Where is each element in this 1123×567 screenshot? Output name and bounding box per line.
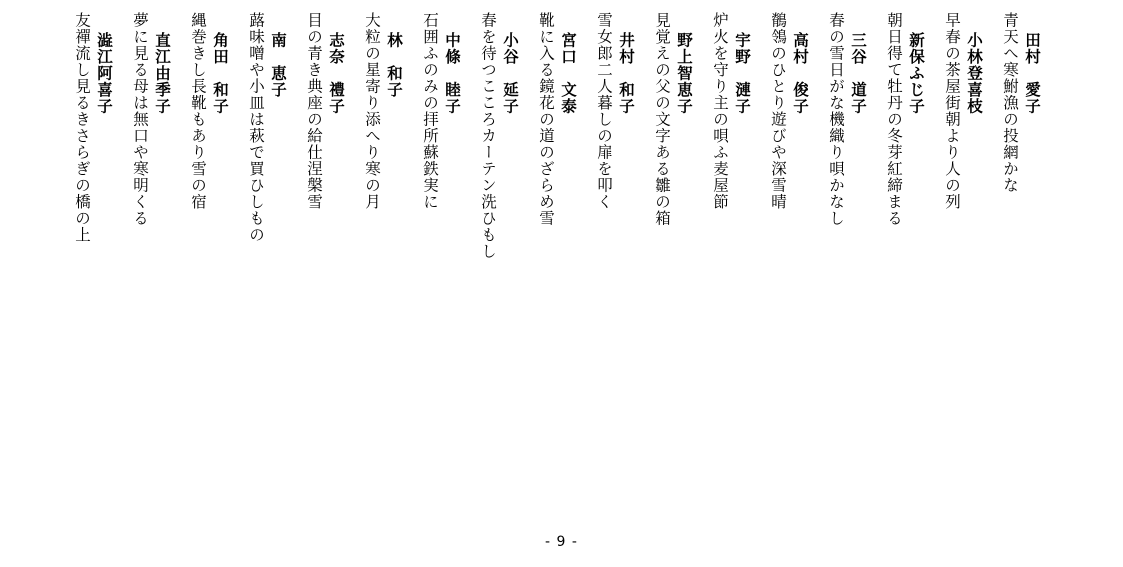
author-name: 井村 和子 [617, 32, 636, 115]
haiku-text: 朝日得て牡丹の冬芽紅締まる [885, 12, 903, 227]
haiku-entry [825, 12, 869, 227]
page-number: - 9 - [545, 534, 578, 550]
haiku-entry [245, 12, 289, 243]
haiku-entry [71, 12, 115, 243]
author-name: 宮口 文泰 [559, 32, 578, 115]
author-name: 志奈 禮子 [327, 32, 346, 115]
haiku-text: 雪女郎二人暮しの扉を叩く [595, 12, 613, 210]
haiku-text: 夢に見る母は無口や寒明くる [131, 12, 149, 227]
author-name: 小林登喜枝 [965, 32, 984, 115]
haiku-text: 縄巻きし長靴もあり雪の宿 [189, 12, 207, 210]
haiku-text: 見覚えの父の文字ある雛の箱 [653, 12, 671, 227]
author-name: 新保ふじ子 [907, 32, 926, 115]
haiku-entry [477, 12, 521, 260]
haiku-entry [361, 12, 405, 210]
haiku-entry [651, 12, 695, 227]
author-name: 野上智恵子 [675, 32, 694, 115]
haiku-entry [593, 12, 637, 210]
haiku-text: 鶺鴒のひとり遊びや深雪晴 [769, 12, 787, 210]
haiku-text: 早春の茶屋街朝より人の列 [943, 12, 961, 210]
author-name: 南 恵子 [269, 32, 288, 98]
author-name: 直江由季子 [153, 32, 172, 115]
haiku-text: 春を待つこころカーテン洗ひもし [479, 12, 497, 260]
haiku-entry [767, 12, 811, 210]
haiku-columns [71, 12, 1043, 532]
haiku-entry [535, 12, 579, 227]
haiku-entry [303, 12, 347, 210]
haiku-text: 青天へ寒鮒漁の投網かな [1001, 12, 1019, 194]
haiku-entry [941, 12, 985, 210]
haiku-entry [883, 12, 927, 227]
author-name: 林 和子 [385, 32, 404, 98]
haiku-text: 友禪流し見るきさらぎの橋の上 [73, 12, 91, 243]
author-name: 宇野 漣子 [733, 32, 752, 115]
haiku-text: 石囲ふのみの拝所蘇鉄実に [421, 12, 439, 210]
author-name: 田村 愛子 [1023, 32, 1042, 115]
haiku-text: 靴に入る鏡花の道のざらめ雪 [537, 12, 555, 227]
haiku-text: 目の青き典座の給仕涅槃雪 [305, 12, 323, 210]
haiku-entry [709, 12, 753, 210]
haiku-text: 春の雪日がな機織り唄かなし [827, 12, 845, 227]
author-name: 三谷 道子 [849, 32, 868, 115]
haiku-entry [187, 12, 231, 210]
author-name: 小谷 延子 [501, 32, 520, 115]
haiku-entry [129, 12, 173, 227]
haiku-entry [419, 12, 463, 210]
author-name: 高村 俊子 [791, 32, 810, 115]
haiku-text: 蕗味噌や小皿は萩で買ひしもの [247, 12, 265, 243]
haiku-text: 大粒の星寄り添へり寒の月 [363, 12, 381, 210]
author-name: 中條 睦子 [443, 32, 462, 115]
haiku-entry [999, 12, 1043, 194]
author-name: 角田 和子 [211, 32, 230, 115]
haiku-text: 炉火を守り主の唄ふ麦屋節 [711, 12, 729, 210]
author-name: 澁江阿喜子 [95, 32, 114, 115]
